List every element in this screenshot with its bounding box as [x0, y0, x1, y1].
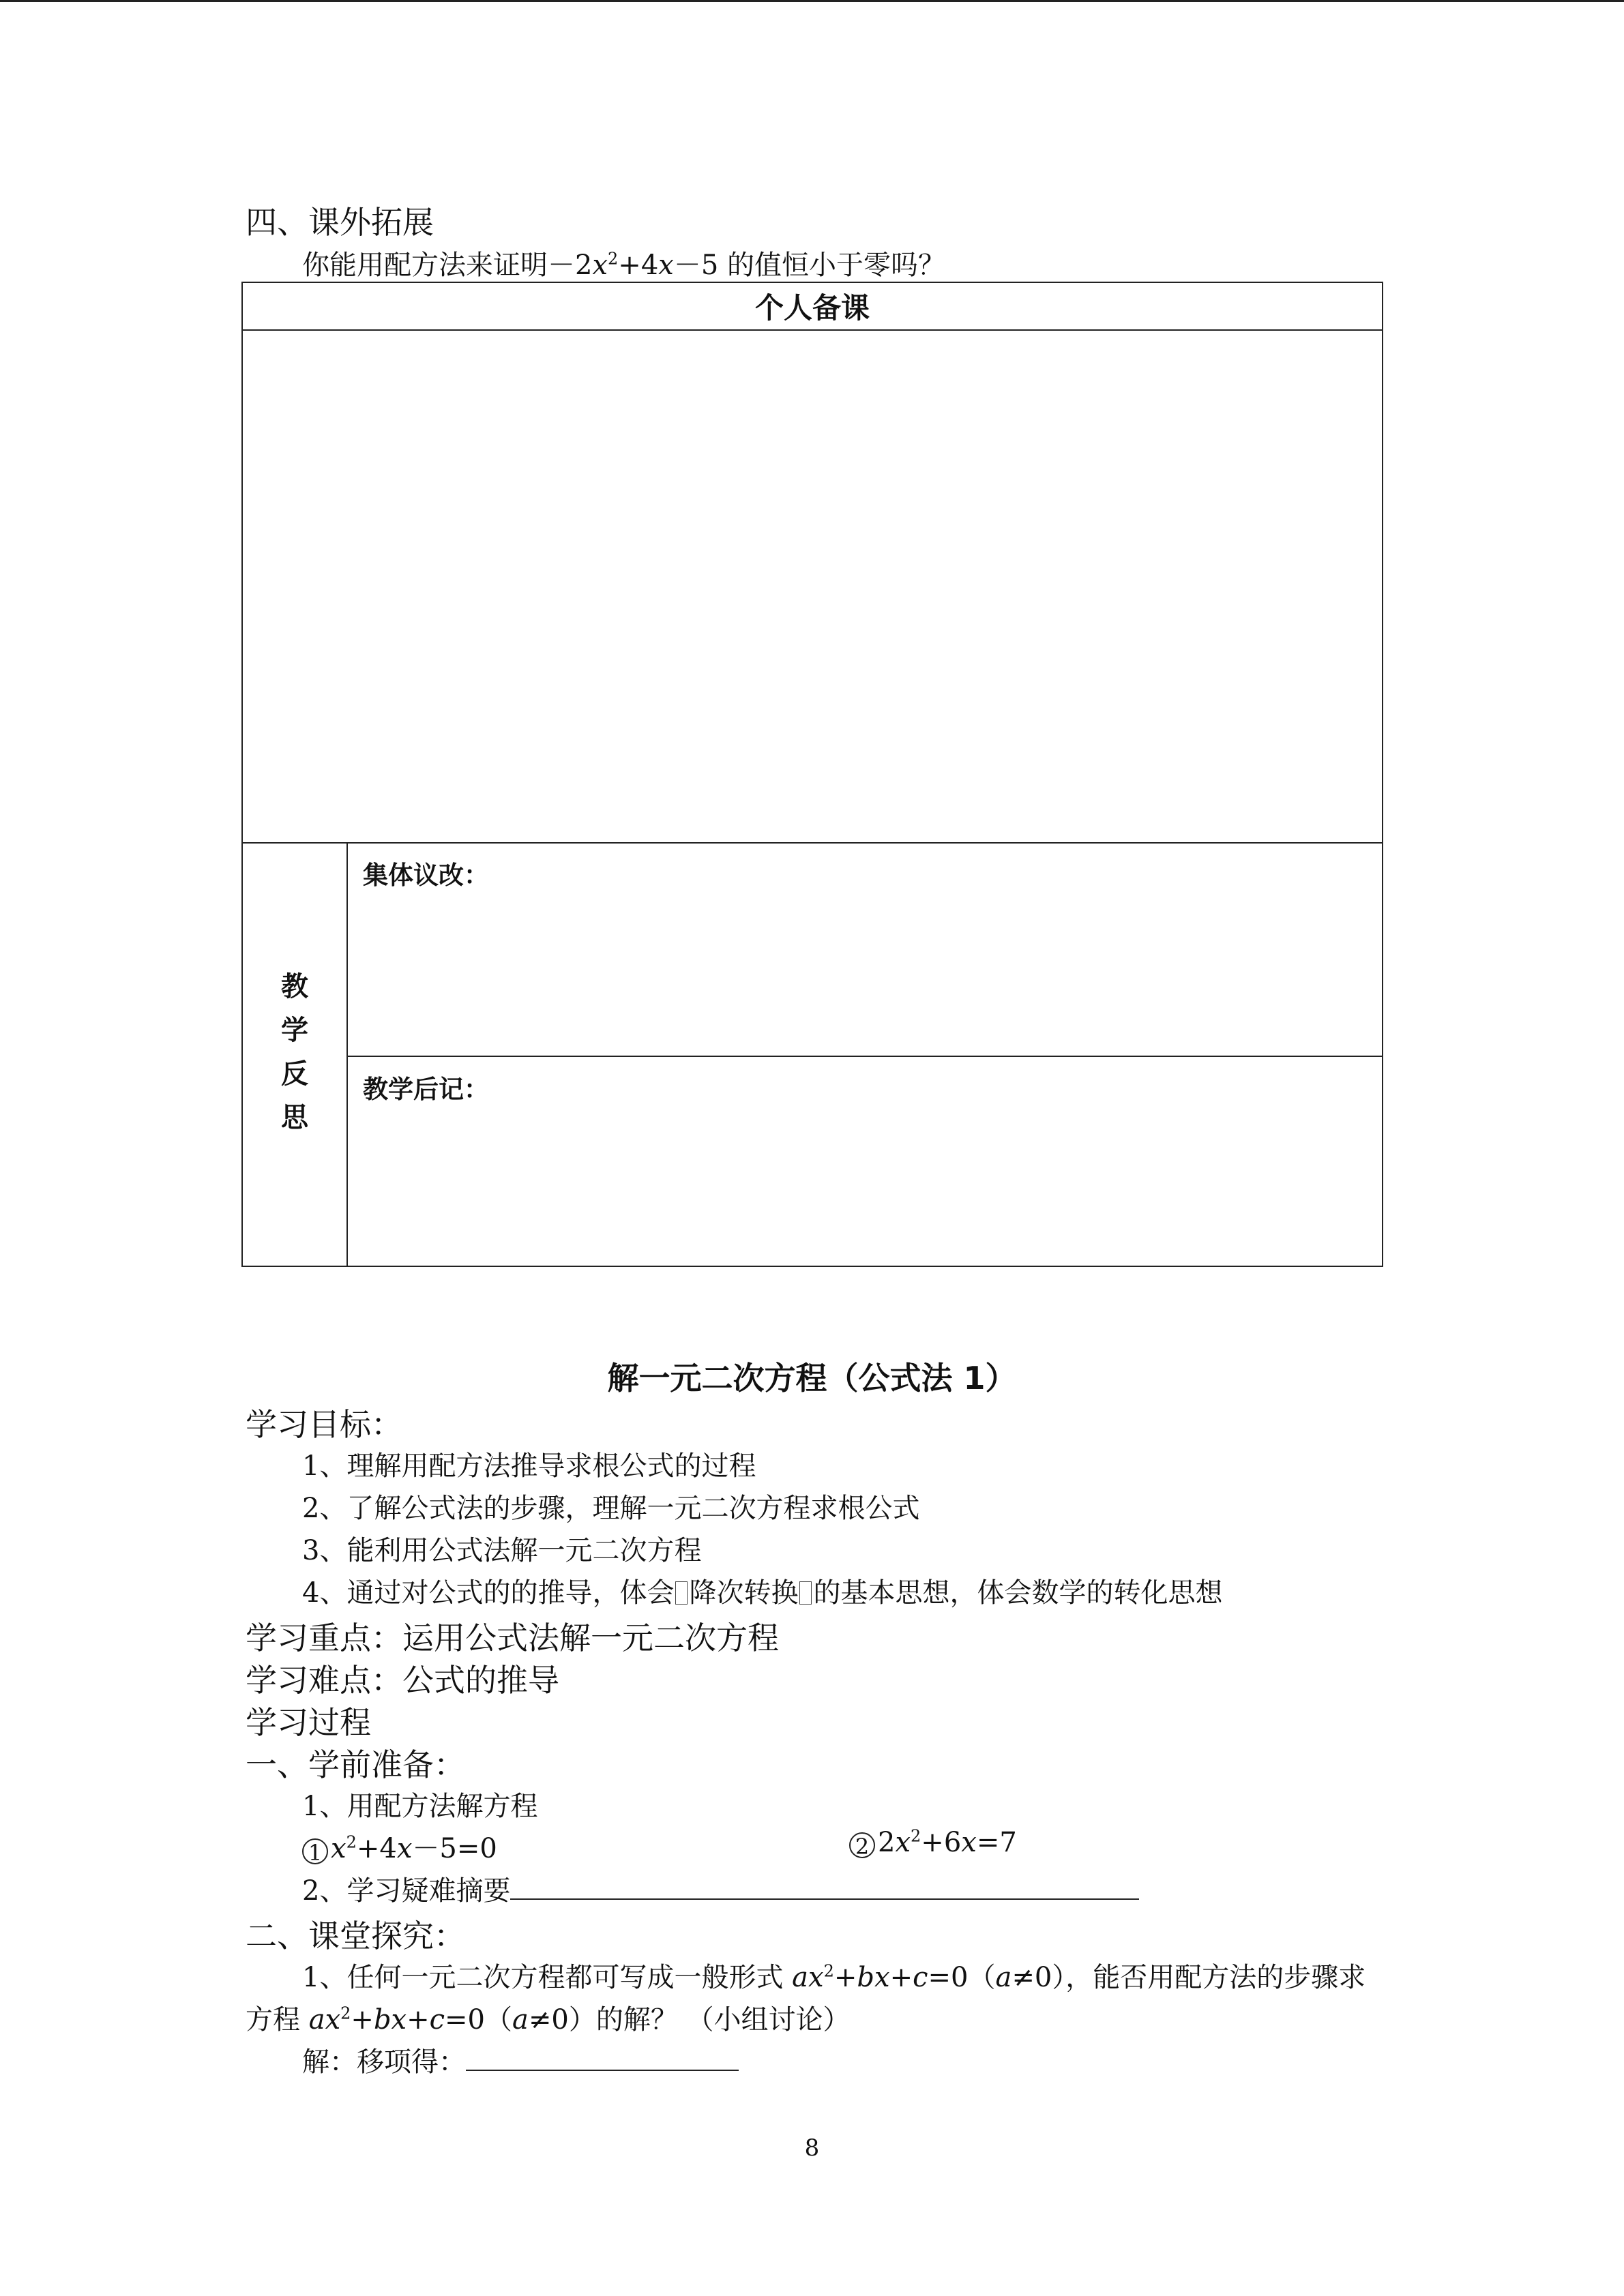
question-var-x: x: [592, 250, 608, 281]
side-char: 思: [281, 1102, 308, 1133]
prep-item-1: 1、用配方法解方程: [302, 1791, 538, 1822]
teaching-reflection-label: [243, 965, 346, 1139]
section-heading-extension: 四、课外拓展: [246, 204, 434, 241]
question-text-c: －5 的值恒小于零吗？: [673, 250, 945, 281]
form-a: a: [995, 1962, 1012, 1993]
side-char: 教: [281, 971, 308, 1002]
eq-text: =7: [976, 1827, 1017, 1858]
eq-var: x: [331, 1833, 346, 1864]
prep-item-2: [302, 1869, 1139, 1908]
process-heading: 学习过程: [246, 1704, 371, 1741]
table-header-personal-prep: 个人备课: [754, 291, 870, 325]
equation-1: [302, 1827, 497, 1866]
missing-glyph-box: [799, 1581, 812, 1605]
extension-question: [302, 243, 945, 282]
missing-glyph-box: [675, 1581, 688, 1605]
table-divider: [243, 329, 1382, 331]
eq-text: +4: [356, 1833, 397, 1864]
lesson-prep-table: [241, 282, 1383, 1267]
form-neq: ≠0）: [1012, 1962, 1066, 1993]
question-var-x2: x: [658, 250, 674, 281]
form-plus: +: [351, 2004, 374, 2036]
form-c: c: [429, 2004, 445, 2036]
circled-number: 1: [302, 1838, 328, 1864]
goal-item: 3、能利用公式法解一元二次方程: [302, 1535, 702, 1566]
prep-item-2-label: 2、学习疑难摘要: [302, 1875, 511, 1907]
question-exponent: 2: [608, 249, 619, 269]
form-exponent: 2: [823, 1961, 834, 1981]
circled-number: 2: [849, 1832, 875, 1858]
table-column-divider: [346, 842, 348, 1266]
goal-item: [302, 1571, 1222, 1610]
form-b: b: [857, 1962, 874, 1993]
eq-text: +6: [921, 1827, 962, 1858]
form-exponent: 2: [340, 2003, 351, 2023]
explore-text-d: 的解？ （小组讨论）: [595, 2004, 851, 2036]
page-number: 8: [804, 2134, 820, 2162]
eq-var: x: [895, 1827, 911, 1858]
collective-revision-label: 集体议改：: [363, 861, 489, 890]
form-plus: +: [833, 1962, 857, 1993]
form-eq: =0（: [445, 2004, 512, 2036]
goal4-text-c: 的基本思想，体会数学的转化思想: [813, 1577, 1223, 1609]
form-x: x: [325, 2004, 341, 2036]
form-eq: =0（: [928, 1962, 996, 1993]
goal-item: 1、理解用配方法推导求根公式的过程: [302, 1450, 756, 1482]
form-x: x: [808, 1962, 824, 1993]
teaching-postscript-label: 教学后记：: [363, 1075, 489, 1104]
explore-item-1-line2: [246, 1998, 851, 2037]
form-a: a: [308, 2004, 325, 2036]
explore-item-1: [302, 1956, 1365, 1995]
side-char: 学: [281, 1015, 308, 1046]
key-point: 学习重点：运用公式法解一元二次方程: [246, 1620, 779, 1656]
side-char: 反: [281, 1058, 308, 1090]
explore-heading: 二、课堂探究：: [246, 1918, 465, 1954]
form-x: x: [874, 1962, 890, 1993]
goal-item: 2、了解公式法的步骤，理解一元二次方程求根公式: [302, 1493, 920, 1524]
form-plus: +: [889, 1962, 913, 1993]
eq-coef: 2: [878, 1827, 896, 1858]
difficulty-summary-blank[interactable]: [510, 1873, 1139, 1900]
form-a: a: [792, 1962, 809, 1993]
top-border: [0, 0, 1624, 2]
explore-text-a: 1、任何一元二次方程都可写成一般形式: [302, 1962, 793, 1993]
prep-heading: 一、学前准备：: [246, 1746, 465, 1783]
form-a: a: [512, 2004, 529, 2036]
form-c: c: [913, 1962, 928, 1993]
question-text-a: 你能用配方法来证明－2: [302, 250, 593, 281]
table-divider: [346, 1056, 1382, 1057]
solution-line: [302, 2040, 739, 2079]
form-b: b: [373, 2004, 392, 2036]
eq-text: －5=0: [412, 1833, 497, 1864]
question-text-b: +4: [618, 250, 659, 281]
eq-exponent: 2: [911, 1826, 921, 1846]
eq-var: x: [961, 1827, 977, 1858]
difficulty: 学习难点：公式的推导: [246, 1662, 559, 1699]
solution-label: 解：移项得：: [302, 2046, 466, 2078]
form-plus: +: [407, 2004, 430, 2036]
eq-var: x: [396, 1833, 413, 1864]
goal4-text-a: 4、通过对公式的的推导，体会: [302, 1577, 675, 1609]
goals-heading: 学习目标：: [246, 1406, 402, 1443]
goal4-text-b: 降次转换: [689, 1577, 799, 1609]
table-divider: [243, 842, 1382, 844]
form-x: x: [391, 2004, 407, 2036]
explore-text-c: 方程: [246, 2004, 309, 2036]
eq-exponent: 2: [346, 1832, 357, 1852]
explore-text-b: ，能否用配方法的步骤求: [1065, 1962, 1366, 1993]
solution-blank[interactable]: [466, 2044, 739, 2071]
form-neq: ≠0）: [528, 2004, 596, 2036]
lesson-title: 解一元二次方程（公式法 1）: [607, 1360, 1017, 1397]
equation-2: [849, 1827, 1017, 1858]
